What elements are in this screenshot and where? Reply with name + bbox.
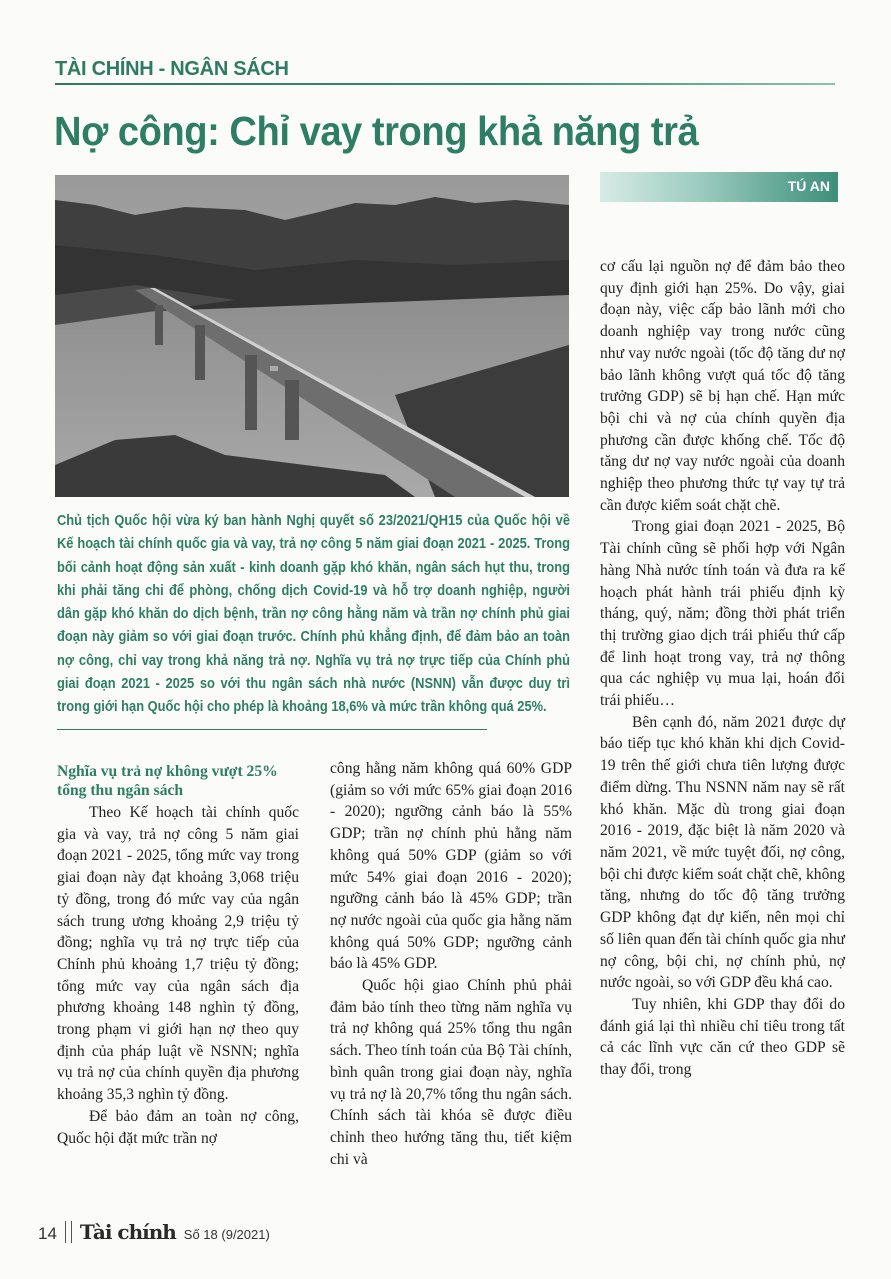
- bridge-photo-image: [55, 175, 569, 497]
- article-column-2: [330, 758, 572, 1170]
- lead-paragraph: Chủ tịch Quốc hội vừa ký ban hành Nghị quyết số 23/2021/QH15 của Quốc hội về Kế hoạch tài chính quốc gia và vay, trả nợ công 5 năm giai đoạn 2021 - 2025. Trong bối cảnh hoạt động sản xuất - kinh doanh gặp khó khăn, ngân sách hụt thu, trong khi phải tăng chi để phòng, chống dịch Covid-19 và hỗ trợ doanh nghiệp, người dân gặp khó khăn do dịch bệnh, trần nợ công hằng năm và trần nợ chính phủ giai đoạn này giảm so với giai đoạn trước. Chính phủ khẳng định, để đảm bảo an toàn nợ công, chỉ vay trong khả năng trả nợ. Nghĩa vụ trả nợ trực tiếp của Chính phủ giai đoạn 2021 - 2025 so với thu ngân sách nhà nước (NSNN) vẫn được duy trì trong giới hạn Quốc hội cho phép là khoảng 18,6% và mức trần không quá 25%.: [57, 513, 570, 716]
- page-number: 14: [38, 1224, 57, 1243]
- body-paragraph: Tuy nhiên, khi GDP thay đổi do đánh giá lại thì nhiều chỉ tiêu trong tất cả các lĩnh vực căn cứ theo GDP sẽ thay đổi, trong: [600, 995, 845, 1079]
- issue-label: Số 18 (9/2021): [183, 1227, 270, 1242]
- article-column-1: [57, 762, 299, 1149]
- section-divider: [55, 83, 835, 85]
- body-paragraph: Quốc hội giao Chính phủ phải đảm bảo tính theo từng năm nghĩa vụ trả nợ không quá 25% tổng thu ngân sách. Theo tính toán của Bộ Tài chính, bình quân trong giai đoạn này, nghĩa vụ trả nợ là 20,7% tổng thu ngân sách. Chính sách tài khóa sẽ được điều chỉnh theo hướng tăng thu, tiết kiệm chi và: [330, 977, 572, 1168]
- author-band: [600, 172, 838, 202]
- article-column-3: [600, 256, 845, 1081]
- body-paragraph: công hằng năm không quá 60% GDP (giảm so với mức 65% giai đoạn 2016 - 2020); ngưỡng cảnh báo là 55% GDP; trần nợ chính phủ hằng năm không quá 50% GDP (giảm so với mức 54% giai đoạn 2016 - 2020); ngưỡng cảnh báo là 45% GDP; trần nợ nước ngoài của quốc gia hằng năm không quá 50% GDP; ngưỡng cảnh báo là 45% GDP.: [330, 760, 572, 973]
- author-name: TÚ AN: [787, 178, 830, 194]
- page-footer: [38, 1217, 270, 1244]
- footer-divider: [65, 1221, 72, 1243]
- body-paragraph: Trong giai đoạn 2021 - 2025, Bộ Tài chính cũng sẽ phối hợp với Ngân hàng Nhà nước tính toán và đưa ra kế hoạch phát hành trái phiếu định kỳ tháng, quý, năm; đồng thời phát triển thị trường giao dịch trái phiếu thứ cấp để linh hoạt trong vay, trả nợ thông qua các nghiệp vụ mua lại, hoán đổi trái phiếu…: [600, 518, 845, 710]
- article-title: Nợ công: Chỉ vay trong khả năng trả: [54, 108, 699, 154]
- article-photo: [55, 175, 569, 497]
- body-paragraph: cơ cấu lại nguồn nợ để đảm bảo theo quy định giới hạn 25%. Do vậy, giai đoạn này, việc cấp bảo lãnh mới cho doanh nghiệp vay trong nước cũng như vay nước ngoài (tốc độ tăng dư nợ bảo lãnh không vượt quá tốc độ tăng trưởng GDP) sẽ bị hạn chế. Hạn mức bội chi và nợ của chính quyền địa phương cần được khống chế. Tốc độ tăng dư nợ vay nước ngoài của doanh nghiệp theo phương thức tự vay tự trả cần được kiểm soát chặt chẽ.: [600, 258, 845, 514]
- lead-underline: [57, 729, 487, 730]
- section-label: TÀI CHÍNH - NGÂN SÁCH: [55, 58, 289, 80]
- body-paragraph: Theo Kế hoạch tài chính quốc gia và vay, trả nợ công 5 năm giai đoạn 2021 - 2025, tổng mức vay trong giai đoạn này đạt khoảng 3,068 triệu tỷ đồng, trong đó mức vay của ngân sách trung ương khoảng 2,9 triệu tỷ đồng; nghĩa vụ trả nợ trực tiếp của Chính phủ khoảng 1,7 triệu tỷ đồng; tổng mức vay của ngân sách địa phương khoảng 148 nghìn tỷ đồng, trong phạm vi giới hạn nợ theo quy định của pháp luật về NSNN; nghĩa vụ trả nợ của chính quyền địa phương khoảng 35,3 nghìn tỷ đồng.: [57, 804, 299, 1104]
- magazine-logo: Tài chính: [79, 1220, 176, 1244]
- body-paragraph: Bên cạnh đó, năm 2021 được dự báo tiếp tục khó khăn khi dịch Covid-19 trên thế giới chưa tiên lượng được điểm dừng. Thu NSNN năm nay sẽ rất khó khăn. Mặc dù trong giai đoạn 2016 - 2019, đặc biệt là năm 2020 và năm 2021, về mức tuyệt đối, nợ công, bội chi được kiểm soát chặt chẽ, không tăng, nhưng do tốc độ tăng trưởng GDP không đạt dự kiến, nên mọi chỉ số liên quan đến tài chính quốc gia như nợ công, bội chi, nợ chính phủ, nợ nước ngoài, so với GDP đều khá cao.: [600, 713, 845, 992]
- body-paragraph: Để bảo đảm an toàn nợ công, Quốc hội đặt mức trần nợ: [57, 1107, 299, 1147]
- subheading: Nghĩa vụ trả nợ không vượt 25% tổng thu ngân sách: [57, 763, 278, 799]
